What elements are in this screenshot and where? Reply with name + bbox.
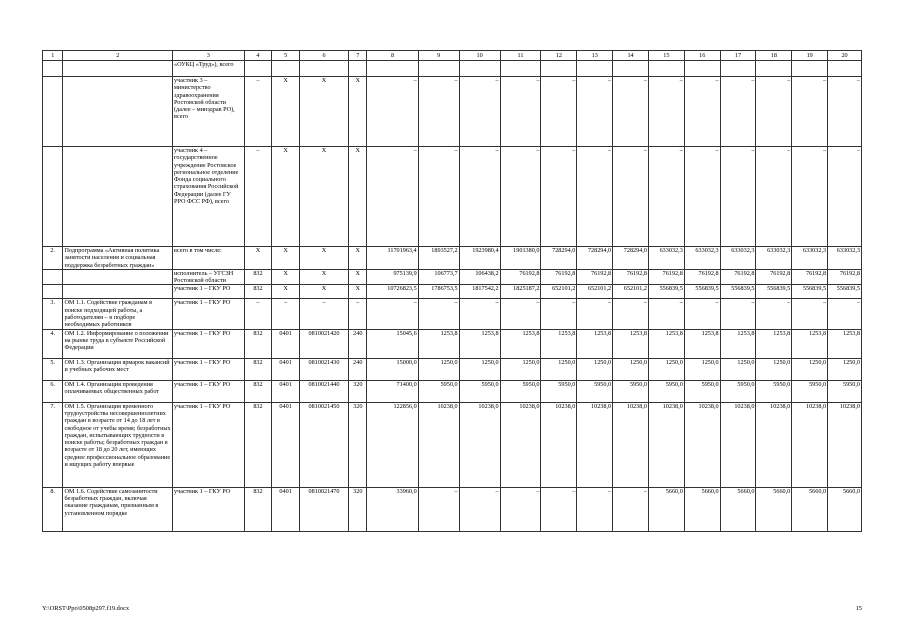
table-cell: –	[577, 299, 613, 329]
table-cell: 76192,8	[756, 269, 792, 285]
table-cell: –	[418, 147, 459, 247]
table-cell: –	[367, 299, 418, 329]
table-cell: Х	[272, 269, 300, 285]
table-cell: –	[367, 147, 418, 247]
table-cell: 633032,3	[828, 247, 862, 270]
table-cell: –	[684, 147, 720, 247]
table-cell: 5950,0	[684, 380, 720, 402]
table-cell: –	[828, 299, 862, 329]
table-cell: 106438,2	[459, 269, 500, 285]
table-cell: 0401	[272, 329, 300, 358]
table-cell: участник 1 – ГКУ РО	[173, 380, 245, 402]
table-cell: Х	[272, 285, 300, 299]
table-cell: 0810021450	[299, 402, 348, 487]
table-cell: 4.	[43, 329, 63, 358]
table-cell: 832	[244, 358, 272, 380]
table-cell	[43, 269, 63, 285]
table-cell: 15045,6	[367, 329, 418, 358]
table-cell: Х	[349, 77, 367, 147]
table-cell: 5950,0	[756, 380, 792, 402]
table-cell: 122856,0	[367, 402, 418, 487]
table-cell: 11701963,4	[367, 247, 418, 270]
table-cell: 1253,8	[684, 329, 720, 358]
table-cell: участник 4 – государственное учреждение Ростовское региональное отделение Фонда социального страхования Российской Федерации (далее ГУ РРО ФСС РФ), всего	[173, 147, 245, 247]
table-cell: 5950,0	[828, 380, 862, 402]
table-cell: 1250,0	[684, 358, 720, 380]
table-cell: 10238,0	[500, 402, 541, 487]
table-cell: 0401	[272, 487, 300, 531]
column-header: 17	[720, 51, 756, 61]
table-cell: 556839,5	[756, 285, 792, 299]
column-header: 4	[244, 51, 272, 61]
table-body	[43, 51, 862, 532]
table-cell: 556839,5	[792, 285, 828, 299]
column-header: 11	[500, 51, 541, 61]
table-cell: 1250,0	[500, 358, 541, 380]
table-row	[43, 402, 862, 487]
table-cell: 556839,5	[720, 285, 756, 299]
table-cell: 320	[349, 380, 367, 402]
table-cell: –	[756, 147, 792, 247]
table-cell: –	[500, 487, 541, 531]
table-cell: 76192,8	[684, 269, 720, 285]
table-cell: 1250,0	[648, 358, 684, 380]
table-cell: –	[577, 487, 613, 531]
table-cell: 6.	[43, 380, 63, 402]
table-cell: исполнитель – УГСЗН Ростовской области	[173, 269, 245, 285]
table-cell: 10238,0	[756, 402, 792, 487]
table-cell: –	[500, 147, 541, 247]
table-cell	[613, 61, 649, 77]
table-cell: 5950,0	[577, 380, 613, 402]
table-cell: 320	[349, 487, 367, 531]
table-cell	[756, 61, 792, 77]
table-cell: 1253,8	[418, 329, 459, 358]
table-cell: 3.	[43, 299, 63, 329]
table-cell: участник 1 – ГКУ РО	[173, 299, 245, 329]
table-cell: ОМ 1.4. Организация проведения оплачиваемых общественных работ	[63, 380, 173, 402]
column-header: 2	[63, 51, 173, 61]
table-cell: –	[500, 299, 541, 329]
table-cell: –	[577, 77, 613, 147]
table-cell: «ОУКЦ «Труд»), всего	[173, 61, 245, 77]
table-cell: Х	[272, 147, 300, 247]
table-cell: ОМ 1.1. Содействие гражданам в поиске подходящей работы, а работодателям – в подборе необходимых работников	[63, 299, 173, 329]
table-cell: –	[459, 77, 500, 147]
table-cell	[349, 61, 367, 77]
table-cell	[418, 61, 459, 77]
table-cell: 5660,0	[828, 487, 862, 531]
table-cell	[541, 61, 577, 77]
table-cell	[43, 77, 63, 147]
table-cell: 1253,8	[648, 329, 684, 358]
column-header: 19	[792, 51, 828, 61]
table-cell: Х	[349, 269, 367, 285]
table-cell: 240	[349, 329, 367, 358]
table-cell: –	[613, 147, 649, 247]
table-row	[43, 61, 862, 77]
table-cell: 1250,0	[577, 358, 613, 380]
table-cell: –	[613, 487, 649, 531]
table-cell: –	[828, 147, 862, 247]
table-cell: 10238,0	[792, 402, 828, 487]
table-cell: 8.	[43, 487, 63, 531]
table-cell: ОМ 1.2. Информирование о положении на рынке труда в субъекте Российской Федерации	[63, 329, 173, 358]
table-row	[43, 299, 862, 329]
table-cell: 633032,3	[720, 247, 756, 270]
table-cell: Х	[299, 147, 348, 247]
header-row	[43, 51, 862, 61]
table-cell: 556839,5	[648, 285, 684, 299]
table-cell: 7.	[43, 402, 63, 487]
table-cell: 5950,0	[648, 380, 684, 402]
table-cell: участник 1 – ГКУ РО	[173, 285, 245, 299]
table-cell	[500, 61, 541, 77]
table-cell: 76192,8	[648, 269, 684, 285]
table-cell: 71400,0	[367, 380, 418, 402]
table-cell	[244, 61, 272, 77]
table-cell: 1825187,2	[500, 285, 541, 299]
table-cell: Х	[299, 269, 348, 285]
table-cell: 5950,0	[792, 380, 828, 402]
table-cell	[299, 61, 348, 77]
table-cell: 1250,0	[792, 358, 828, 380]
table-cell: 10238,0	[720, 402, 756, 487]
table-cell: 1817542,2	[459, 285, 500, 299]
table-cell: 1923980,4	[459, 247, 500, 270]
table-cell: 5950,0	[613, 380, 649, 402]
table-cell: 76192,8	[577, 269, 613, 285]
table-cell: –	[299, 299, 348, 329]
table-cell: –	[720, 299, 756, 329]
column-header: 14	[613, 51, 649, 61]
table-row	[43, 147, 862, 247]
table-cell: 652101,2	[577, 285, 613, 299]
table-cell: 240	[349, 358, 367, 380]
table-cell: –	[459, 299, 500, 329]
table-cell: 1253,8	[756, 329, 792, 358]
table-cell: 1250,0	[541, 358, 577, 380]
table-cell: Х	[349, 147, 367, 247]
table-cell	[684, 61, 720, 77]
table-cell: 76192,8	[541, 269, 577, 285]
table-cell: ОМ 1.6. Содействие самозанятости безработных граждан, включая оказание гражданам, признанным в установленном порядке	[63, 487, 173, 531]
table-cell: 832	[244, 285, 272, 299]
table-cell: –	[756, 299, 792, 329]
table-cell: 5660,0	[720, 487, 756, 531]
table-cell: –	[367, 77, 418, 147]
column-header: 18	[756, 51, 792, 61]
table-row	[43, 285, 862, 299]
table-cell: –	[541, 147, 577, 247]
table-cell: 0401	[272, 402, 300, 487]
table-cell: участник 1 – ГКУ РО	[173, 329, 245, 358]
table-cell: 10238,0	[459, 402, 500, 487]
table-row	[43, 380, 862, 402]
table-cell: 832	[244, 402, 272, 487]
table-cell: 728294,0	[613, 247, 649, 270]
table-cell: ОМ 1.3. Организация ярмарок вакансий и учебных рабочих мест	[63, 358, 173, 380]
table-cell: участник 3 – министерство здравоохранения Ростовской области (далее – минздрав РО), всего	[173, 77, 245, 147]
table-cell: 556839,5	[828, 285, 862, 299]
table-cell: 1786753,5	[418, 285, 459, 299]
table-cell: 1253,8	[541, 329, 577, 358]
table-cell: 1250,0	[418, 358, 459, 380]
table-cell	[43, 285, 63, 299]
table-cell: –	[541, 487, 577, 531]
table-cell: 5.	[43, 358, 63, 380]
table-cell: 832	[244, 329, 272, 358]
table-cell: 5950,0	[720, 380, 756, 402]
table-cell: 76192,8	[720, 269, 756, 285]
table-cell: 5660,0	[756, 487, 792, 531]
table-cell: 1893527,2	[418, 247, 459, 270]
table-cell: 832	[244, 380, 272, 402]
column-header: 3	[173, 51, 245, 61]
column-header: 20	[828, 51, 862, 61]
table-cell: –	[684, 77, 720, 147]
table-row	[43, 329, 862, 358]
table-cell: 10238,0	[418, 402, 459, 487]
table-cell: 10238,0	[577, 402, 613, 487]
table-cell: Подпрограмма «Активная политика занятости населения и социальная поддержка безработных граждан»	[63, 247, 173, 270]
table-cell: 10726823,5	[367, 285, 418, 299]
table-cell: 1253,8	[459, 329, 500, 358]
budget-table	[42, 50, 862, 532]
table-cell: 1253,8	[577, 329, 613, 358]
table-cell: –	[418, 487, 459, 531]
table-cell: 0401	[272, 358, 300, 380]
table-cell: –	[720, 147, 756, 247]
table-cell: 76192,8	[613, 269, 649, 285]
table-cell: –	[613, 299, 649, 329]
table-cell: –	[418, 77, 459, 147]
table-cell: Х	[349, 285, 367, 299]
table-cell: 1253,8	[500, 329, 541, 358]
table-cell	[577, 61, 613, 77]
table-cell: –	[720, 77, 756, 147]
column-header: 7	[349, 51, 367, 61]
table-cell	[43, 61, 63, 77]
table-cell: 1253,8	[792, 329, 828, 358]
table-cell: всего в том числе:	[173, 247, 245, 270]
table-cell: –	[244, 147, 272, 247]
table-cell: 1901380,0	[500, 247, 541, 270]
table-cell	[43, 147, 63, 247]
table-cell: Х	[299, 247, 348, 270]
table-cell: 0810021440	[299, 380, 348, 402]
table-cell	[63, 61, 173, 77]
table-cell: 1253,8	[828, 329, 862, 358]
table-cell: 5660,0	[792, 487, 828, 531]
table-cell: –	[792, 147, 828, 247]
table-cell	[367, 61, 418, 77]
table-cell: 1250,0	[828, 358, 862, 380]
table-cell	[792, 61, 828, 77]
table-cell: 15000,0	[367, 358, 418, 380]
table-cell: 5660,0	[648, 487, 684, 531]
table-cell: участник 1 – ГКУ РО	[173, 402, 245, 487]
table-cell: –	[459, 487, 500, 531]
table-cell: 556839,5	[684, 285, 720, 299]
column-header: 6	[299, 51, 348, 61]
table-row	[43, 487, 862, 531]
table-cell: –	[613, 77, 649, 147]
column-header: 15	[648, 51, 684, 61]
table-cell: Х	[272, 77, 300, 147]
table-cell: 106773,7	[418, 269, 459, 285]
table-cell: 10238,0	[613, 402, 649, 487]
table-cell	[63, 269, 173, 285]
table-row	[43, 358, 862, 380]
column-header: 10	[459, 51, 500, 61]
table-cell: –	[349, 299, 367, 329]
file-path: Y:\ORST\Ppo\0508p297.f19.docx	[42, 605, 130, 612]
table-cell: 1250,0	[459, 358, 500, 380]
table-cell	[720, 61, 756, 77]
table-cell: –	[459, 147, 500, 247]
table-cell: –	[272, 299, 300, 329]
table-cell: ОМ 1.5. Организация временного трудоустройства несовершеннолетних граждан в возрасте от 14 до 18 лет в свободное от учебы время; безработных граждан, испытывающих трудности в поиске работы; безработных граждан в возрасте от 18 до 20 лет, имеющих среднее профессиональное образование и ищущих работу впервые	[63, 402, 173, 487]
table-cell: –	[684, 299, 720, 329]
column-header: 16	[684, 51, 720, 61]
table-cell: 320	[349, 402, 367, 487]
table-cell: 728294,0	[577, 247, 613, 270]
table-cell: –	[577, 147, 613, 247]
table-cell: 728294,0	[541, 247, 577, 270]
table-cell: 0810021420	[299, 329, 348, 358]
table-cell: –	[648, 77, 684, 147]
table-cell: 0810021470	[299, 487, 348, 531]
table-cell: –	[541, 77, 577, 147]
table-cell: 1250,0	[720, 358, 756, 380]
table-cell: 975139,9	[367, 269, 418, 285]
table-cell: Х	[272, 247, 300, 270]
table-cell	[459, 61, 500, 77]
table-cell: Х	[299, 77, 348, 147]
table-row	[43, 247, 862, 270]
table-cell: Х	[244, 247, 272, 270]
table-cell: 633032,3	[648, 247, 684, 270]
table-cell: –	[418, 299, 459, 329]
page-number: 15	[855, 605, 862, 612]
table-cell: 0401	[272, 380, 300, 402]
table-cell: –	[792, 299, 828, 329]
table-cell: 1250,0	[613, 358, 649, 380]
table-row	[43, 77, 862, 147]
table-cell: 1253,8	[613, 329, 649, 358]
table-cell: 633032,3	[684, 247, 720, 270]
table-cell	[63, 285, 173, 299]
column-header: 12	[541, 51, 577, 61]
table-cell: 10238,0	[828, 402, 862, 487]
table-cell: 1253,8	[720, 329, 756, 358]
table-cell: 10238,0	[648, 402, 684, 487]
table-cell: –	[244, 299, 272, 329]
table-cell: 832	[244, 487, 272, 531]
column-header: 1	[43, 51, 63, 61]
table-cell: –	[792, 77, 828, 147]
column-header: 9	[418, 51, 459, 61]
table-cell	[63, 147, 173, 247]
table-cell: –	[756, 77, 792, 147]
table-cell: –	[828, 77, 862, 147]
table-cell: 76192,8	[792, 269, 828, 285]
table-row	[43, 269, 862, 285]
table-cell: 10238,0	[541, 402, 577, 487]
table-cell: 1250,0	[756, 358, 792, 380]
table-cell: 5660,0	[684, 487, 720, 531]
table-cell: участник 1 – ГКУ РО	[173, 487, 245, 531]
table-cell: –	[648, 147, 684, 247]
table-cell: 0810021430	[299, 358, 348, 380]
table-cell: 652101,2	[613, 285, 649, 299]
table-cell: 652101,2	[541, 285, 577, 299]
table-cell: 633032,3	[756, 247, 792, 270]
column-header: 5	[272, 51, 300, 61]
table-cell: 5950,0	[500, 380, 541, 402]
table-cell: 5950,0	[459, 380, 500, 402]
table-cell: 5950,0	[541, 380, 577, 402]
table-cell: 10238,0	[684, 402, 720, 487]
table-cell: 633032,3	[792, 247, 828, 270]
table-cell: 76192,8	[500, 269, 541, 285]
table-cell: –	[541, 299, 577, 329]
column-header: 8	[367, 51, 418, 61]
table-cell	[272, 61, 300, 77]
table-cell: –	[500, 77, 541, 147]
table-cell: 76192,8	[828, 269, 862, 285]
table-cell: 33960,0	[367, 487, 418, 531]
table-cell: –	[648, 299, 684, 329]
table-cell: Х	[299, 285, 348, 299]
column-header: 13	[577, 51, 613, 61]
table-cell: участник 1 – ГКУ РО	[173, 358, 245, 380]
table-cell	[648, 61, 684, 77]
table-cell: 832	[244, 269, 272, 285]
table-cell	[828, 61, 862, 77]
table-cell	[63, 77, 173, 147]
table-cell: Х	[349, 247, 367, 270]
table-cell: 5950,0	[418, 380, 459, 402]
table-cell: –	[244, 77, 272, 147]
table-cell: 2.	[43, 247, 63, 270]
